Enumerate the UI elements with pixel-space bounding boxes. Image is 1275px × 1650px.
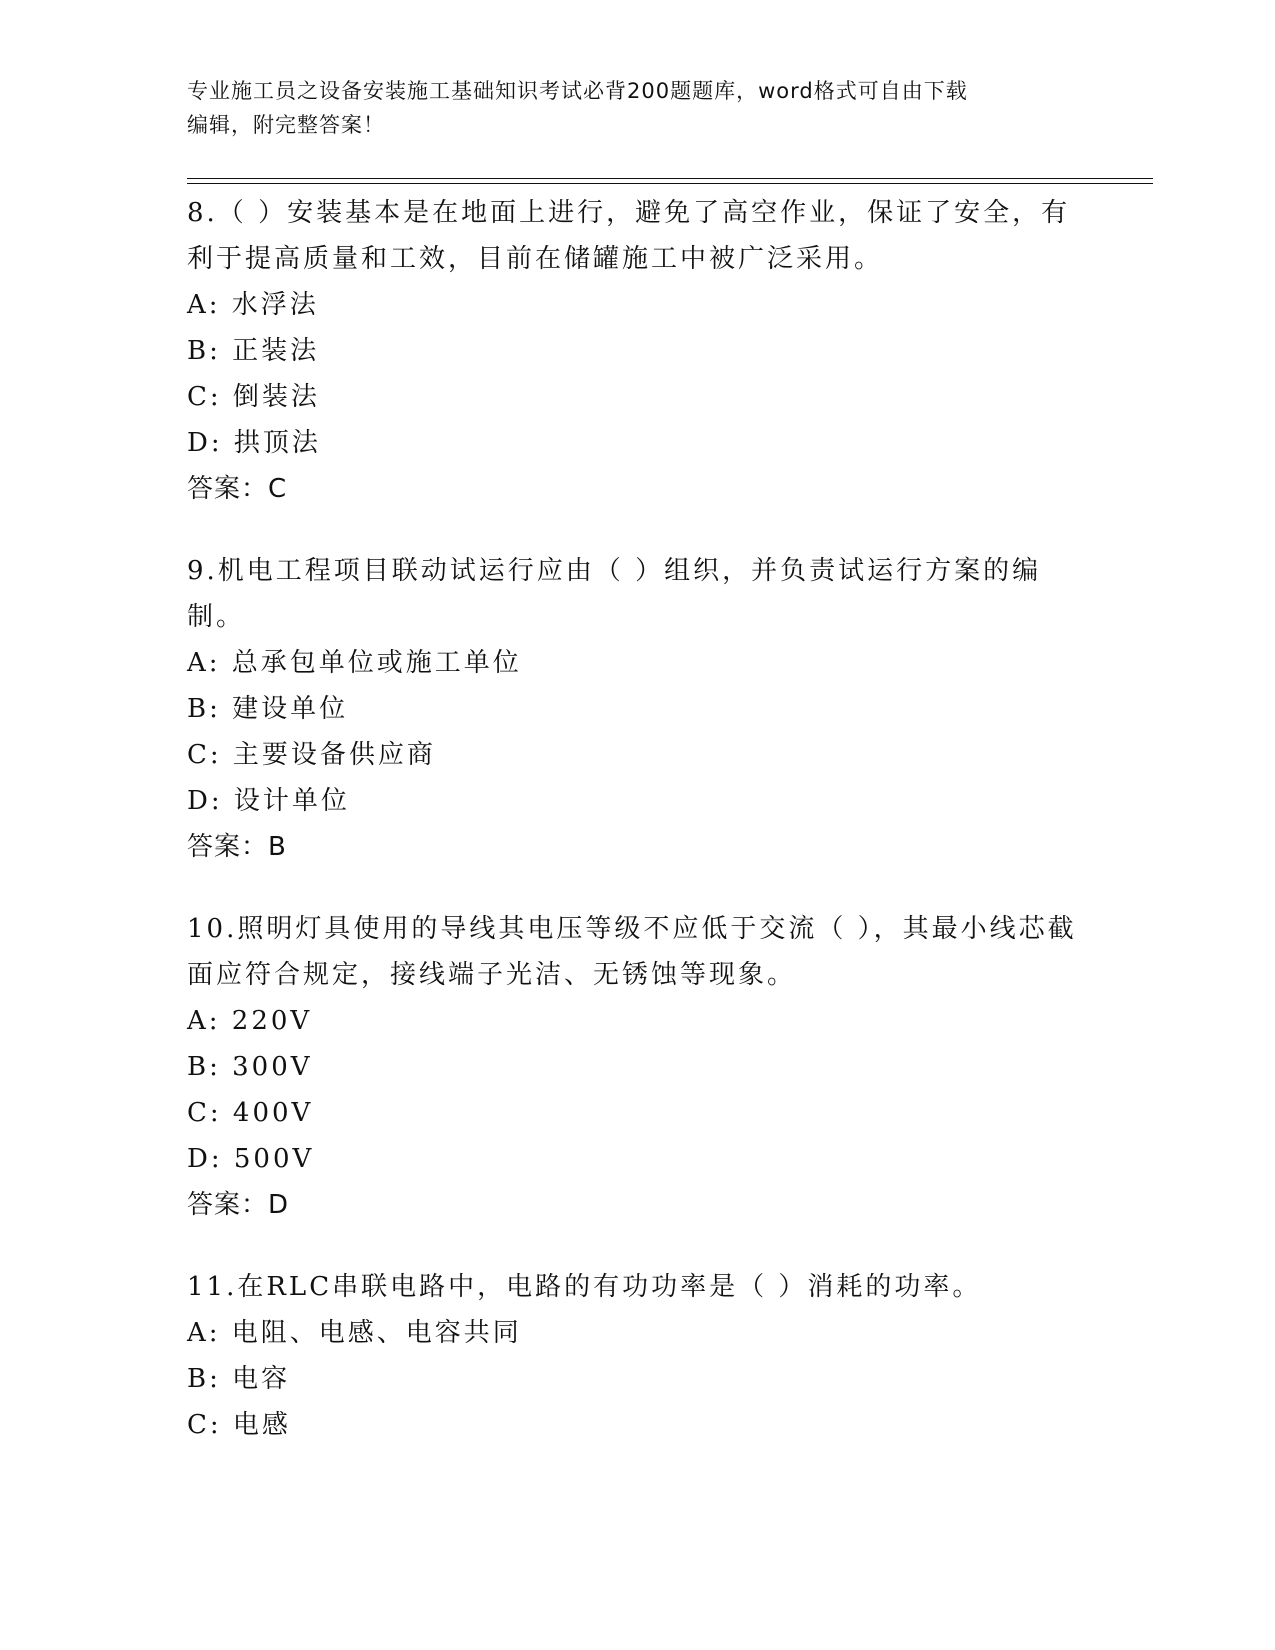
header-title-line2: 编辑，附完整答案！ (187, 113, 385, 137)
question-9 (187, 548, 1087, 870)
answer: 答案：D (187, 1190, 290, 1220)
document-header (187, 74, 1067, 142)
option-c: C: 主要设备供应商 (187, 740, 436, 770)
option-d: D: 设计单位 (187, 786, 350, 816)
option-d: D: 拱顶法 (187, 428, 321, 458)
question-11 (187, 1264, 1087, 1448)
question-stem: 8.（ ）安装基本是在地面上进行，避免了高空作业，保证了安全，有利于提高质量和工效，目前在储罐施工中被广泛采用。 (187, 198, 1071, 274)
header-divider-top (187, 178, 1153, 179)
option-c: C: 400V (187, 1098, 314, 1128)
option-b: B: 建设单位 (187, 694, 349, 724)
question-stem: 9.机电工程项目联动试运行应由（ ）组织，并负责试运行方案的编制。 (187, 556, 1042, 632)
option-d: D: 500V (187, 1144, 315, 1174)
option-a: A: 220V (187, 1006, 313, 1036)
option-c: C: 倒装法 (187, 382, 320, 412)
header-divider-bottom (187, 183, 1153, 184)
answer: 答案：B (187, 832, 287, 862)
answer: 答案：C (187, 474, 288, 504)
option-a: A: 总承包单位或施工单位 (187, 648, 522, 678)
question-stem: 10.照明灯具使用的导线其电压等级不应低于交流（ ），其最小线芯截面应符合规定，接线端子光洁、无锈蚀等现象。 (187, 914, 1077, 990)
option-b: B: 电容 (187, 1364, 291, 1394)
option-a: A: 水浮法 (187, 290, 319, 320)
option-b: B: 300V (187, 1052, 313, 1082)
question-10 (187, 906, 1087, 1228)
question-list (187, 190, 1087, 1484)
question-stem: 11.在RLC串联电路中，电路的有功功率是（ ）消耗的功率。 (187, 1272, 982, 1302)
question-8 (187, 190, 1087, 512)
option-b: B: 正装法 (187, 336, 320, 366)
option-c: C: 电感 (187, 1410, 291, 1440)
header-title-line1: 专业施工员之设备安装施工基础知识考试必背200题题库，word格式可自由下载 (187, 79, 968, 103)
option-a: A: 电阻、电感、电容共同 (187, 1318, 522, 1348)
